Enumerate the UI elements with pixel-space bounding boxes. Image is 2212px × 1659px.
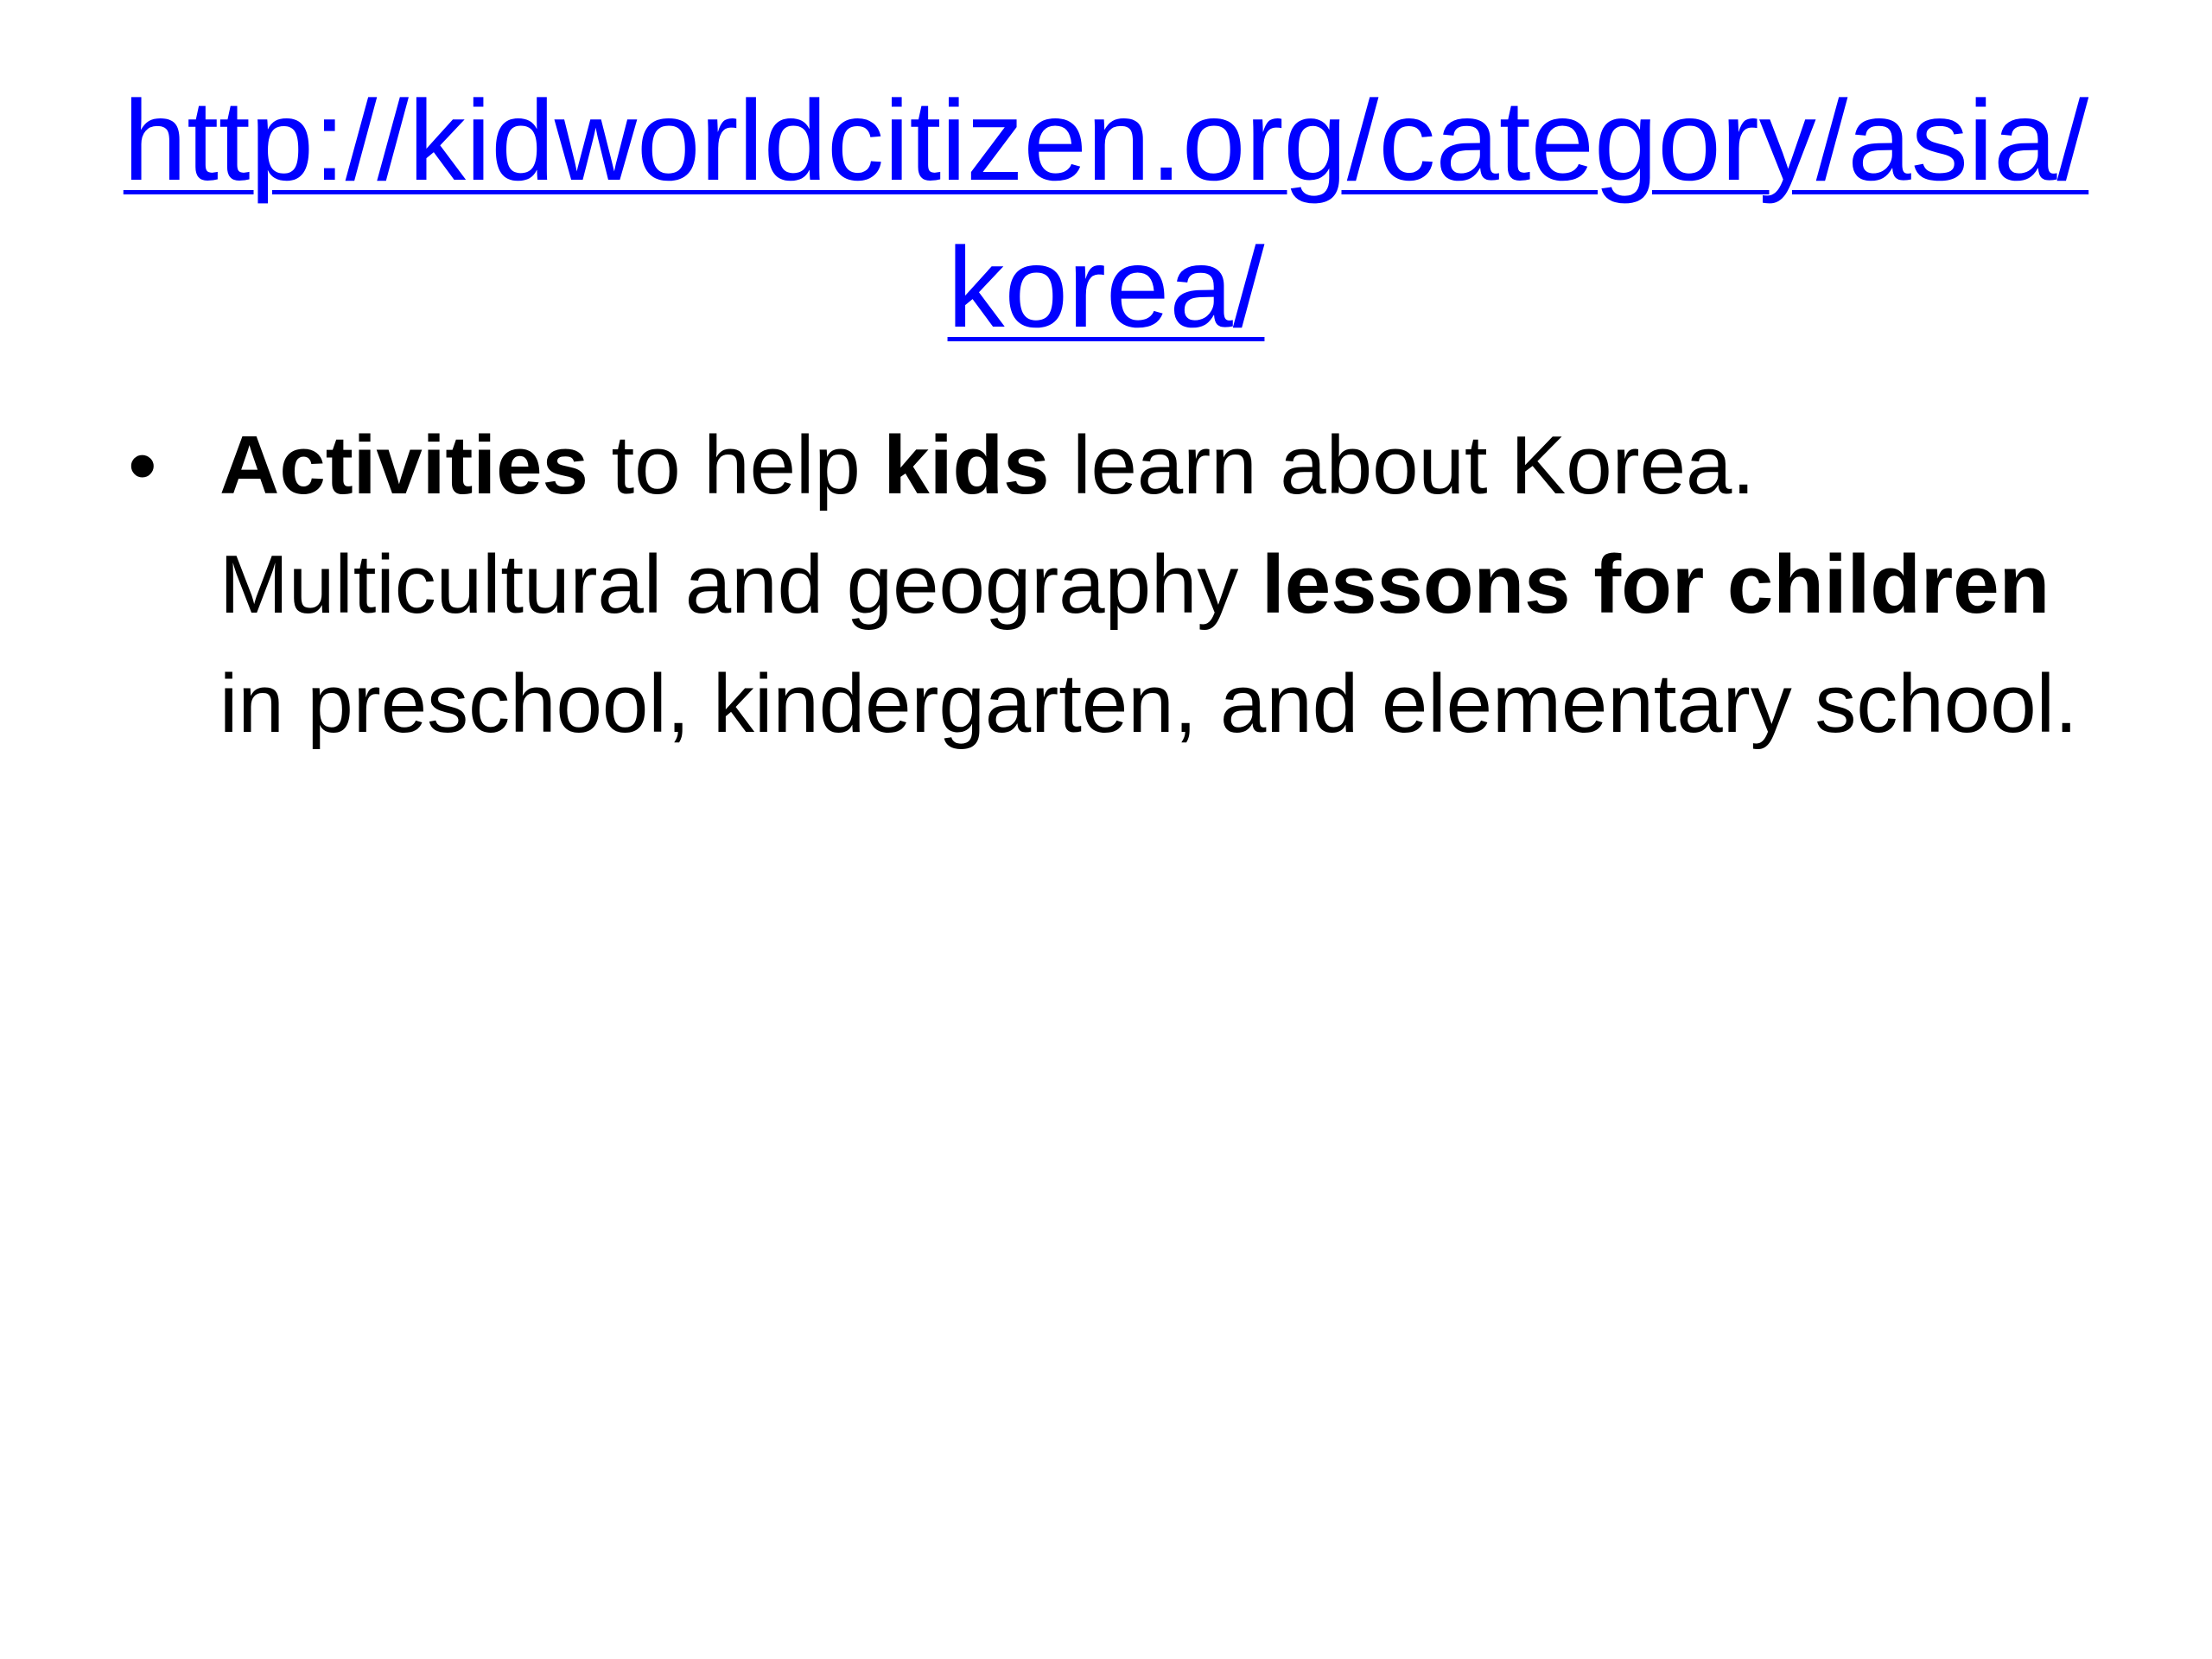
bullet-segment: learn about Korea. Multicultural and geography <box>219 419 1756 631</box>
bullet-text <box>219 419 2078 750</box>
title-link[interactable]: http://kidworldcitizen.org/category/asia/korea/ <box>123 77 2089 351</box>
bullet-item <box>128 406 2081 764</box>
slide-title <box>111 67 2101 361</box>
bullet-list <box>128 406 2081 764</box>
bullet-segment-bold: kids <box>883 419 1050 512</box>
bullet-segment-bold: Activities <box>219 419 588 512</box>
bullet-segment: in preschool, kindergarten, and elementary school. <box>219 658 2078 750</box>
bullet-segment-bold: lessons for children <box>1262 538 2050 631</box>
bullet-segment: to help <box>588 419 884 512</box>
bullet-marker: • <box>128 419 157 512</box>
